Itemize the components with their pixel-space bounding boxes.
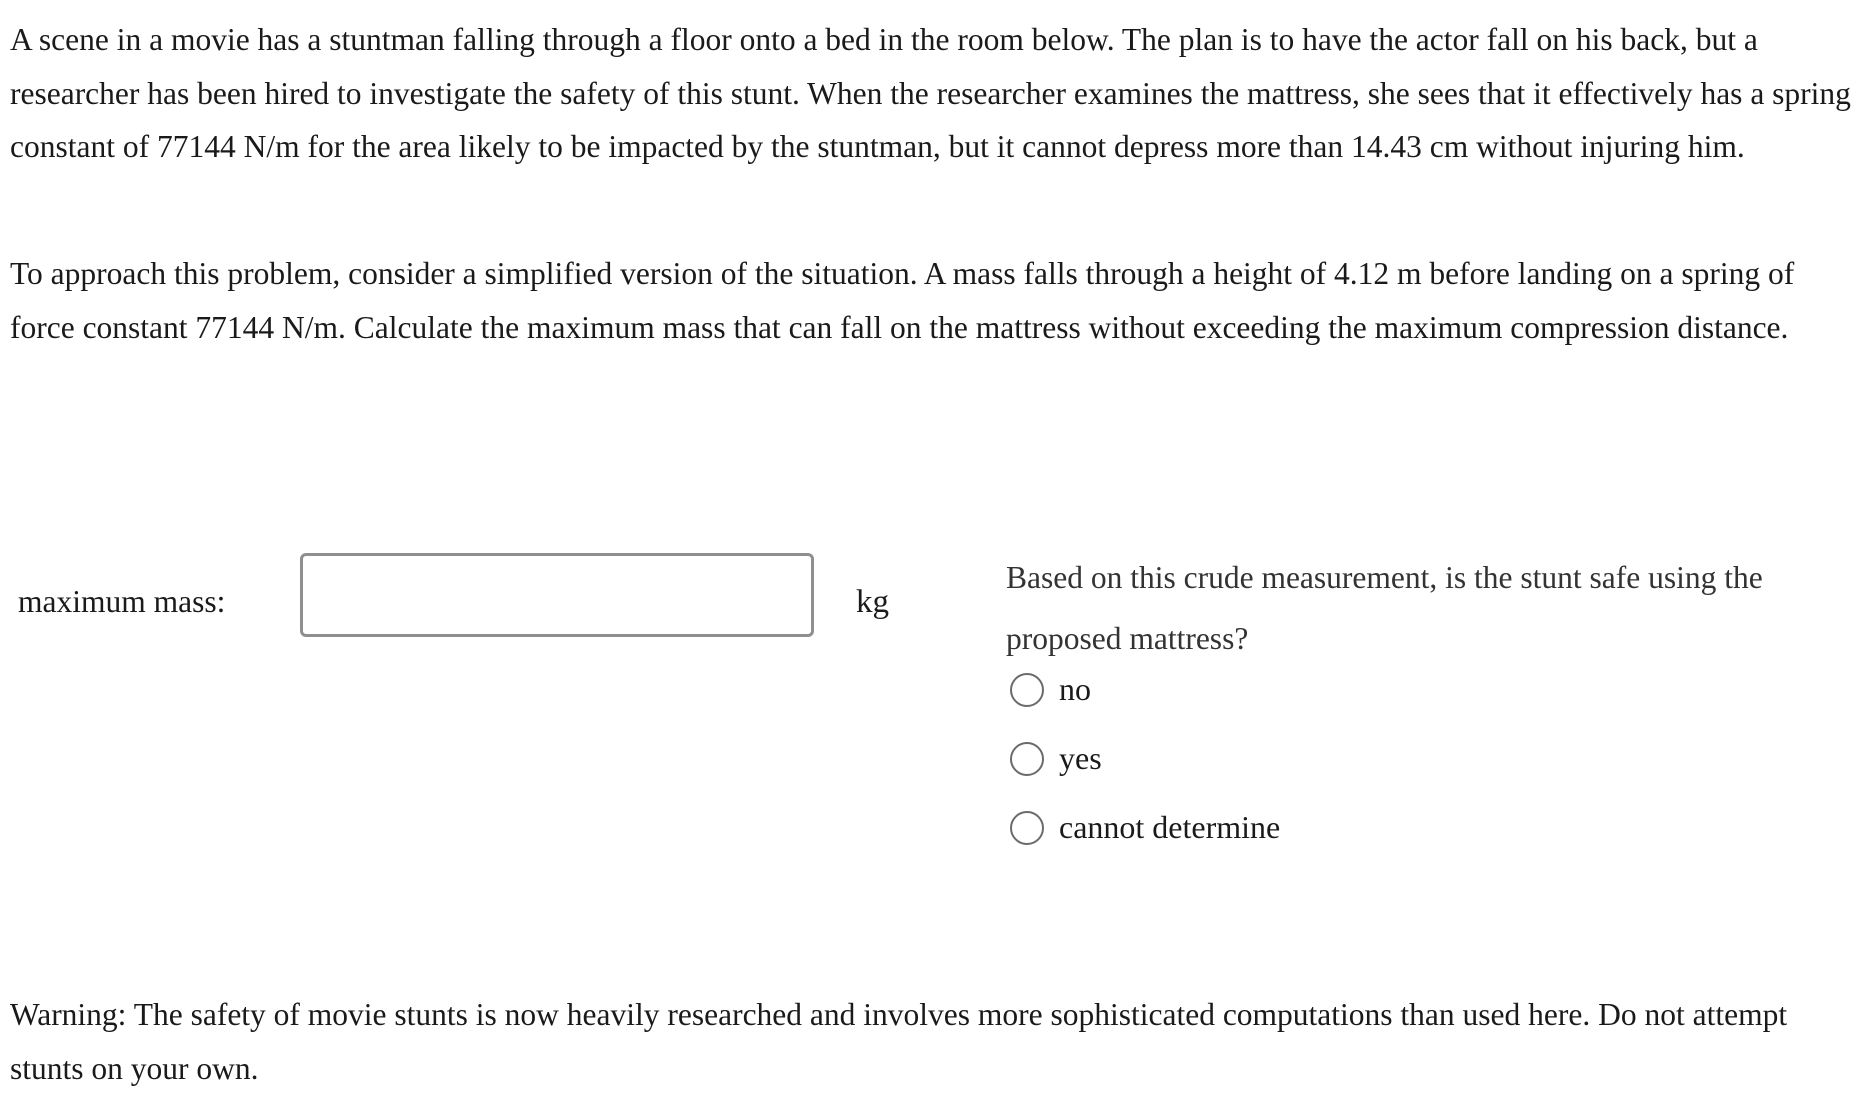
option-no[interactable] xyxy=(1010,667,1280,736)
option-label-yes[interactable]: yes xyxy=(1059,740,1102,776)
radio-button-cannot-determine[interactable] xyxy=(1010,811,1044,845)
maximum-mass-label: maximum mass: xyxy=(18,584,226,619)
problem-approach-text: To approach this problem, consider a simplified version of the situation. A mass falls through a height of 4.12 m before landing on a spring of force constant 77144 N/m. Calculate the maximum mass that can fall on the mattress without exceeding the maximum compression distance. xyxy=(10,256,1795,345)
warning-text: Warning: The safety of movie stunts is now heavily researched and involves more sophisticated computations than used here. Do not attempt stunts on your own. xyxy=(10,997,1788,1086)
radio-button-no[interactable] xyxy=(1010,673,1044,707)
problem-intro-text: A scene in a movie has a stuntman falling through a floor onto a bed in the room below. The plan is to have the actor fall on his back, but a researcher has been hired to investigate the safety of this stunt. When the researcher examines the mattress, she sees that it effectively has a spring constant of 77144 N/m for the area likely to be impacted by the stuntman, but it cannot depress more than 14.43 cm without injuring him. xyxy=(10,22,1851,164)
mass-unit-label: kg xyxy=(856,584,889,620)
option-cannot-determine[interactable] xyxy=(1010,805,1280,874)
maximum-mass-input[interactable] xyxy=(300,553,814,637)
safety-question-prompt: Based on this crude measurement, is the stunt safe using the proposed mattress? xyxy=(1006,560,1763,656)
option-label-cannot-determine[interactable]: cannot determine xyxy=(1059,809,1281,845)
radio-button-yes[interactable] xyxy=(1010,742,1044,776)
option-label-no[interactable]: no xyxy=(1059,671,1091,707)
option-yes[interactable] xyxy=(1010,736,1280,805)
safety-answer-options xyxy=(1010,667,1280,874)
